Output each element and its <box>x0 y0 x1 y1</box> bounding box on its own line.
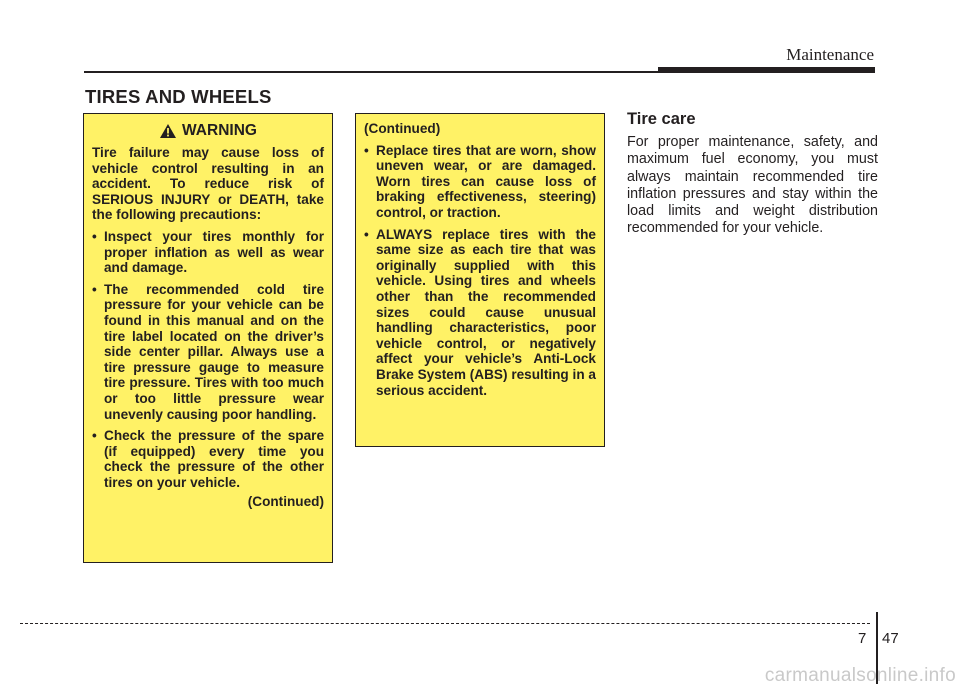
watermark-link[interactable]: carmanualsonline.info <box>764 665 956 686</box>
warning-bullet <box>92 282 324 422</box>
warning-bullet-text: Inspect your tires monthly for proper inflation as well as wear and damage. <box>104 228 324 276</box>
bullet-icon: • <box>92 228 97 244</box>
page-number: 47 <box>882 630 899 647</box>
tire-care-heading: Tire care <box>627 110 696 128</box>
warning-heading-text: WARNING <box>182 122 257 140</box>
continued-label: (Continued) <box>247 494 324 510</box>
warning-bullet <box>92 229 324 276</box>
warning-triangle-icon <box>159 123 177 139</box>
warning-bullet-text: The recommended cold tire pressure for your vehicle can be found in this manual and on the tire label located on the driver’s side center pillar. Always use a tire pressure gauge to measure tire pressure. Tires with too much or too little pressure wear unevenly causing poor handling. <box>104 281 324 422</box>
warning-heading <box>92 123 324 139</box>
warning-bullet-text: Check the pressure of the spare (if equipped) every time you check the pressure of the other tires on your vehicle. <box>104 428 324 490</box>
bullet-icon: • <box>364 226 369 242</box>
warning-bullet-text: Replace tires that are worn, show uneven wear, or are damaged. Worn tires can cause loss of braking effectiveness, steering) control, or traction. <box>376 142 596 220</box>
warning-box-2 <box>355 113 605 447</box>
warning-intro: Tire failure may cause loss of vehicle control resulting in an accident. To reduce risk of SERIOUS INJURY or DEATH, take the following precautions: <box>92 145 324 223</box>
chapter-number: 7 <box>858 630 867 647</box>
page-title: TIRES AND WHEELS <box>85 86 272 107</box>
warning-bullet <box>364 143 596 221</box>
warning-box-1 <box>83 113 333 563</box>
header-rule-accent <box>658 67 875 73</box>
warning-bullet-text: ALWAYS replace tires with the same size as each tire that was originally supplied with this vehicle. Using tires and wheels other than the recommended sizes could cause unusual handling characteristics, poor vehicle control, or negatively affect your vehicle’s Anti-Lock Brake System (ABS) resulting in a serious accident. <box>376 226 596 398</box>
bullet-icon: • <box>364 142 369 158</box>
header-section-title: Maintenance <box>786 45 874 64</box>
bullet-icon: • <box>92 428 97 444</box>
footer-rule <box>20 623 870 624</box>
bullet-icon: • <box>92 281 97 297</box>
tire-care-body: For proper maintenance, safety, and maximum fuel economy, you must always maintain recommended tire inflation pressures and stay within the load limits and weight distribution recommended for your vehicle. <box>627 134 878 237</box>
warning-bullet <box>364 227 596 399</box>
continued-label: (Continued) <box>364 121 441 136</box>
warning-bullet <box>92 428 324 490</box>
